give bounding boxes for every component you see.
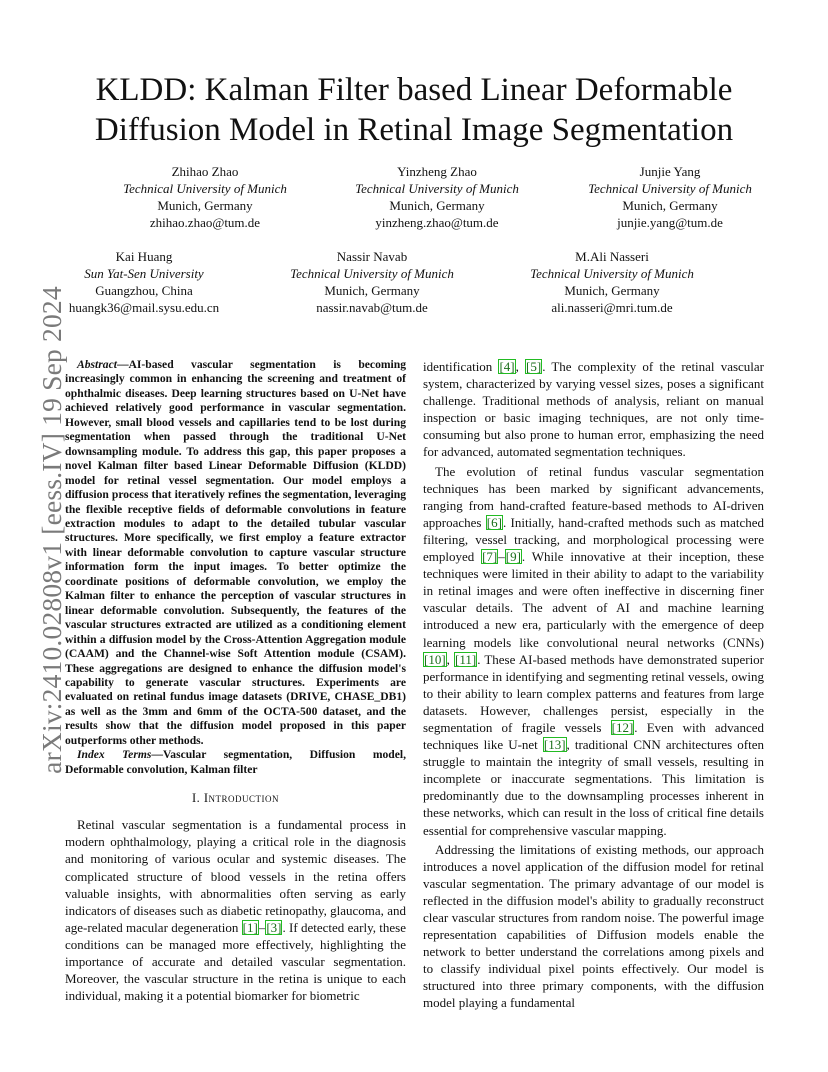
citation-link[interactable]: [3]	[266, 919, 282, 935]
paragraph-text: ,	[446, 651, 455, 667]
author-location: Munich, Germany	[324, 283, 420, 298]
author-block-nassir-navab	[252, 248, 492, 316]
author-name: Junjie Yang	[639, 164, 701, 179]
author-email[interactable]: ali.nasseri@mri.tum.de	[551, 300, 673, 315]
arxiv-identifier-stamp: arXiv:2410.02808v1 [eess.IV] 19 Sep 2024	[36, 286, 67, 774]
author-affiliation: Technical University of Munich	[530, 266, 694, 281]
author-affiliation: Technical University of Munich	[123, 181, 287, 196]
author-email[interactable]: junjie.yang@tum.de	[617, 215, 723, 230]
author-location: Munich, Germany	[157, 198, 253, 213]
author-name: Yinzheng Zhao	[397, 164, 477, 179]
paragraph-text: identification	[423, 359, 499, 374]
author-location: Munich, Germany	[622, 198, 718, 213]
index-terms-label: Index Terms	[77, 748, 152, 762]
author-block-zhihao-zhao	[85, 163, 325, 231]
author-affiliation: Technical University of Munich	[290, 266, 454, 281]
author-block-kai-huang	[24, 248, 264, 316]
right-column	[423, 358, 764, 1012]
paragraph-intro-3: Addressing the limitations of existing methods, our approach introduces a novel application of the diffusion model for retinal vascular segmentation. The primary advantage of our model is reflected in the diffusion model's ability to gradually reconstruct clear vascular structures from random noise. The powerful image representation capabilities of Diffusion models enable the network to better understand the correlations among pixels and to classify individual pixel points effectively. Our model is structured into three primary components, with the diffusion model playing a fundamental	[423, 841, 764, 1011]
author-location: Munich, Germany	[389, 198, 485, 213]
citation-link[interactable]: [7]	[482, 549, 498, 565]
paragraph-text: Retinal vascular segmentation is a fundamental process in modern ophthalmology, playing a critical role in the diagnosis and monitoring of various ocular and systemic diseases. The complicated structure of blood vessels in the retina offers valuable insights, with abnormalities often serving as early indicators of diseases such as diabetic retinopathy, glaucoma, and age-related macular degeneration	[65, 817, 406, 935]
author-name: Nassir Navab	[336, 249, 408, 264]
author-email[interactable]: yinzheng.zhao@tum.de	[375, 215, 499, 230]
author-name: Kai Huang	[115, 249, 173, 264]
citation-link[interactable]: [6]	[486, 514, 502, 530]
citation-link[interactable]: [1]	[242, 919, 258, 935]
paragraph-text: . If detected early, these conditions can be managed more effectively, highlighting the importance of accurate and detailed vascular segmentation. Moreover, the vascular structure in the retina is unique to each individual, making it a potential biomarker for biometric	[65, 919, 406, 1004]
paragraph-text: ,	[515, 359, 526, 374]
paragraph-text: –	[258, 919, 266, 935]
abstract-text: —AI-based vascular segmentation is becoming increasingly common in enhancing the screening and treatment of ophthalmic diseases. Deep learning structures based on U-Net have achieved relatively good performance in vascular segmentation. However, small blood vessels and capillaries tend to be lost during segmentation when passed through the traditional U-Net downsampling module. To address this gap, this paper proposes a novel Kalman filter based Linear Deformable Diffusion (KLDD) model for retinal vessel segmentation. Our model employs a diffusion process that iteratively refines the segmentation, leveraging the flexible receptive fields of deformable convolutions in feature extraction modules to adapt to the detailed tubular vascular structures. More specifically, we first employ a feature extractor with linear deformable convolution to capture vascular structure information form the input images. To better optimize the coordinate positions of deformable convolution, we employ the Kalman filter to enhance the perception of vascular structures in linear deformable convolution. Subsequently, the features of the vascular structures extracted are utilized as a conditioning element within a diffusion model by the Cross-Attention Aggregation module (CAAM) and the Channel-wise Soft Attention module (CSAM). These aggregations are designed to enhance the diffusion model's capability to generate vascular structures. Experiments are evaluated on retinal fundus image datasets (DRIVE, CHASE_DB1) as well as the 3mm and 6mm of the OCTA-500 dataset, and the results show that the diffusion model proposed in this paper outperforms other methods.	[65, 358, 406, 747]
citation-link[interactable]: [9]	[505, 549, 521, 565]
author-name: M.Ali Nasseri	[575, 249, 649, 264]
author-affiliation: Sun Yat-Sen University	[84, 266, 204, 281]
citation-link[interactable]: [12]	[611, 719, 634, 735]
paragraph-intro-2	[423, 463, 764, 839]
citation-link[interactable]: [4]	[499, 359, 515, 374]
index-terms	[65, 748, 406, 777]
author-email[interactable]: zhihao.zhao@tum.de	[149, 215, 261, 230]
paragraph-intro-1	[65, 816, 406, 1004]
author-block-yinzheng-zhao	[317, 163, 557, 231]
author-block-junjie-yang	[550, 163, 790, 231]
paragraph-text: The evolution of retinal fundus vascular segmentation techniques has been marked by significant advancements, ranging from hand-crafted feature-based methods to AI-driven approaches	[423, 463, 764, 530]
abstract-label: Abstract	[77, 358, 117, 371]
citation-link[interactable]: [10]	[424, 651, 446, 667]
author-affiliation: Technical University of Munich	[588, 181, 752, 196]
title-line-2: Diffusion Model in Retinal Image Segmentation	[94, 112, 734, 148]
paragraph-text: , traditional CNN architectures often struggle to maintain the integrity of small vessels, resulting in incomplete or inaccurate segmentations. This limitation is predominantly due to the downsampling processes inherent in these networks, which can result in the loss of critical fine details essential for comprehensive vascular mapping.	[423, 737, 764, 838]
citation-link[interactable]: [11]	[455, 651, 477, 667]
author-name: Zhihao Zhao	[171, 164, 239, 179]
section-heading-introduction: I. Introduction	[191, 791, 280, 806]
index-terms-text: —Vascular segmentation, Diffusion model, Deformable convolution, Kalman filter	[65, 748, 407, 776]
paragraph-text: . Even with advanced techniques like U-net	[423, 719, 764, 753]
author-location: Guangzhou, China	[95, 283, 193, 298]
abstract	[65, 358, 406, 748]
author-location: Munich, Germany	[564, 283, 660, 298]
paragraph-text: –	[498, 549, 505, 565]
left-column	[65, 358, 406, 1004]
author-block-ali-nasseri	[492, 248, 732, 316]
paper-title	[60, 70, 768, 150]
paragraph-text: . These AI-based methods have demonstrated superior performance in identifying and segmenting retinal vessels, owing to their ability to learn complex patterns and features from large datasets. However, challenges persist, especially in the segmentation of fragile vessels	[423, 651, 765, 735]
paragraph-text: . The complexity of the retinal vascular system, characterized by varying vessel sizes, poses a significant challenge. Traditional methods of analysis, reliant on manual inspection or basic imaging techniques, are not only time-consuming but also prone to human error, emphasizing the need for advanced, automated segmentation techniques.	[423, 359, 764, 460]
title-line-1: KLDD: Kalman Filter based Linear Deformable	[95, 72, 733, 108]
paragraph-text: . While innovative at their inception, these techniques were limited in their ability to adapt to the variability in retinal images and were often ineffective in discerning finer vascular details. The advent of AI and machine learning introduced a new era, particularly with the emergence of deep learning models like convolutional neural networks (CNNs)	[423, 549, 764, 650]
paragraph-text: . Initially, hand-crafted methods such as matched filtering, vessel tracking, and morphological processing were employed	[423, 514, 764, 565]
author-email[interactable]: nassir.navab@tum.de	[316, 300, 428, 315]
author-affiliation: Technical University of Munich	[355, 181, 519, 196]
citation-link[interactable]: [13]	[543, 737, 566, 753]
author-email[interactable]: huangk36@mail.sysu.edu.cn	[68, 300, 220, 315]
paragraph-intro-1-continued	[423, 358, 764, 461]
citation-link[interactable]: [5]	[526, 359, 542, 374]
